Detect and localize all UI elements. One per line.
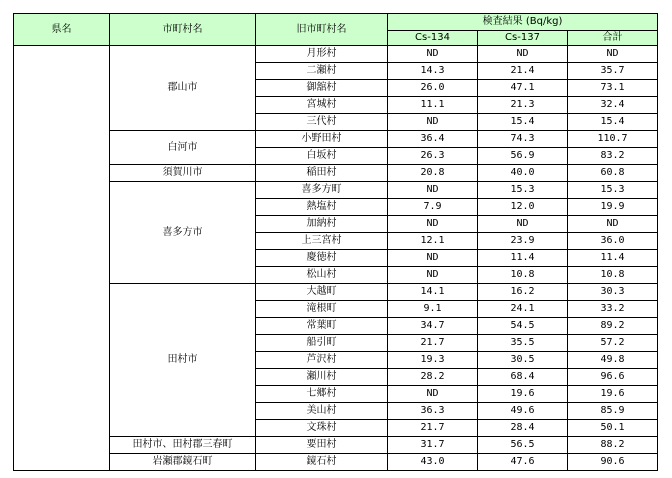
- total-cell: 19.6: [568, 386, 658, 403]
- old-municipality-cell: 文珠村: [256, 420, 388, 437]
- old-municipality-cell: 月形村: [256, 46, 388, 63]
- header-prefecture: 県名: [14, 14, 110, 46]
- total-cell: 33.2: [568, 301, 658, 318]
- cs137-cell: ND: [478, 46, 568, 63]
- cs134-cell: 36.4: [388, 131, 478, 148]
- cs134-cell: ND: [388, 182, 478, 199]
- cs137-cell: 68.4: [478, 369, 568, 386]
- old-municipality-cell: 上三宮村: [256, 233, 388, 250]
- table-row: [14, 454, 658, 471]
- cs134-cell: 31.7: [388, 437, 478, 454]
- cs137-cell: ND: [478, 216, 568, 233]
- cs137-cell: 24.1: [478, 301, 568, 318]
- cs137-cell: 10.8: [478, 267, 568, 284]
- cs137-cell: 47.1: [478, 80, 568, 97]
- municipality-cell: 岩瀬郡鏡石町: [110, 454, 256, 471]
- prefecture-cell: [14, 46, 110, 471]
- old-municipality-cell: 小野田村: [256, 131, 388, 148]
- cs137-cell: 19.6: [478, 386, 568, 403]
- old-municipality-cell: 喜多方町: [256, 182, 388, 199]
- total-cell: ND: [568, 216, 658, 233]
- table-body: [14, 46, 658, 471]
- cs137-cell: 56.9: [478, 148, 568, 165]
- old-municipality-cell: 大越町: [256, 284, 388, 301]
- cs137-cell: 35.5: [478, 335, 568, 352]
- old-municipality-cell: 宮城村: [256, 97, 388, 114]
- cs137-cell: 40.0: [478, 165, 568, 182]
- cs137-cell: 16.2: [478, 284, 568, 301]
- cs134-cell: 21.7: [388, 335, 478, 352]
- table-row: [14, 131, 658, 148]
- cs134-cell: 19.3: [388, 352, 478, 369]
- total-cell: 35.7: [568, 63, 658, 80]
- cs137-cell: 15.3: [478, 182, 568, 199]
- cs137-cell: 23.9: [478, 233, 568, 250]
- old-municipality-cell: 白坂村: [256, 148, 388, 165]
- results-table: [13, 13, 658, 471]
- cs134-cell: 21.7: [388, 420, 478, 437]
- total-cell: 57.2: [568, 335, 658, 352]
- cs137-cell: 21.3: [478, 97, 568, 114]
- cs137-cell: 30.5: [478, 352, 568, 369]
- header-old-municipality: 旧市町村名: [256, 14, 388, 46]
- cs134-cell: 12.1: [388, 233, 478, 250]
- municipality-cell: 須賀川市: [110, 165, 256, 182]
- cs134-cell: 20.8: [388, 165, 478, 182]
- cs134-cell: 36.3: [388, 403, 478, 420]
- cs134-cell: ND: [388, 46, 478, 63]
- cs134-cell: 14.1: [388, 284, 478, 301]
- old-municipality-cell: 船引町: [256, 335, 388, 352]
- cs137-cell: 28.4: [478, 420, 568, 437]
- header-total: 合計: [568, 31, 658, 46]
- total-cell: 60.8: [568, 165, 658, 182]
- cs134-cell: 26.0: [388, 80, 478, 97]
- total-cell: 32.4: [568, 97, 658, 114]
- municipality-cell: 喜多方市: [110, 182, 256, 284]
- total-cell: ND: [568, 46, 658, 63]
- old-municipality-cell: 二瀬村: [256, 63, 388, 80]
- cs134-cell: 9.1: [388, 301, 478, 318]
- old-municipality-cell: 鏡石村: [256, 454, 388, 471]
- cs137-cell: 47.6: [478, 454, 568, 471]
- old-municipality-cell: 常葉町: [256, 318, 388, 335]
- old-municipality-cell: 滝根町: [256, 301, 388, 318]
- old-municipality-cell: 稲田村: [256, 165, 388, 182]
- cs134-cell: ND: [388, 114, 478, 131]
- cs134-cell: 26.3: [388, 148, 478, 165]
- table-row: [14, 437, 658, 454]
- municipality-cell: 白河市: [110, 131, 256, 165]
- table-row: [14, 284, 658, 301]
- cs134-cell: 28.2: [388, 369, 478, 386]
- total-cell: 50.1: [568, 420, 658, 437]
- old-municipality-cell: 加納村: [256, 216, 388, 233]
- total-cell: 49.8: [568, 352, 658, 369]
- total-cell: 15.3: [568, 182, 658, 199]
- municipality-cell: 田村市: [110, 284, 256, 437]
- total-cell: 85.9: [568, 403, 658, 420]
- total-cell: 96.6: [568, 369, 658, 386]
- old-municipality-cell: 芦沢村: [256, 352, 388, 369]
- table-row: [14, 46, 658, 63]
- cs137-cell: 11.4: [478, 250, 568, 267]
- cs137-cell: 56.5: [478, 437, 568, 454]
- table-row: [14, 182, 658, 199]
- cs134-cell: 14.3: [388, 63, 478, 80]
- total-cell: 90.6: [568, 454, 658, 471]
- header-results: 検査結果 (Bq/kg): [388, 14, 658, 31]
- old-municipality-cell: 熱塩村: [256, 199, 388, 216]
- old-municipality-cell: 慶徳村: [256, 250, 388, 267]
- total-cell: 11.4: [568, 250, 658, 267]
- total-cell: 110.7: [568, 131, 658, 148]
- table-row: [14, 165, 658, 182]
- total-cell: 19.9: [568, 199, 658, 216]
- old-municipality-cell: 松山村: [256, 267, 388, 284]
- cs137-cell: 74.3: [478, 131, 568, 148]
- cs134-cell: ND: [388, 267, 478, 284]
- cs134-cell: 43.0: [388, 454, 478, 471]
- old-municipality-cell: 美山村: [256, 403, 388, 420]
- cs134-cell: ND: [388, 386, 478, 403]
- total-cell: 73.1: [568, 80, 658, 97]
- total-cell: 88.2: [568, 437, 658, 454]
- header-cs134: Cs-134: [388, 31, 478, 46]
- total-cell: 89.2: [568, 318, 658, 335]
- municipality-cell: 郡山市: [110, 46, 256, 131]
- cs137-cell: 15.4: [478, 114, 568, 131]
- total-cell: 83.2: [568, 148, 658, 165]
- old-municipality-cell: 要田村: [256, 437, 388, 454]
- cs137-cell: 54.5: [478, 318, 568, 335]
- cs134-cell: 7.9: [388, 199, 478, 216]
- cs134-cell: ND: [388, 250, 478, 267]
- total-cell: 36.0: [568, 233, 658, 250]
- cs137-cell: 12.0: [478, 199, 568, 216]
- cs137-cell: 21.4: [478, 63, 568, 80]
- header-municipality: 市町村名: [110, 14, 256, 46]
- cs137-cell: 49.6: [478, 403, 568, 420]
- old-municipality-cell: 七郷村: [256, 386, 388, 403]
- old-municipality-cell: 瀬川村: [256, 369, 388, 386]
- total-cell: 15.4: [568, 114, 658, 131]
- municipality-cell: 田村市、田村郡三春町: [110, 437, 256, 454]
- cs134-cell: ND: [388, 216, 478, 233]
- total-cell: 10.8: [568, 267, 658, 284]
- old-municipality-cell: 御舘村: [256, 80, 388, 97]
- old-municipality-cell: 三代村: [256, 114, 388, 131]
- header-cs137: Cs-137: [478, 31, 568, 46]
- cs134-cell: 34.7: [388, 318, 478, 335]
- total-cell: 30.3: [568, 284, 658, 301]
- cs134-cell: 11.1: [388, 97, 478, 114]
